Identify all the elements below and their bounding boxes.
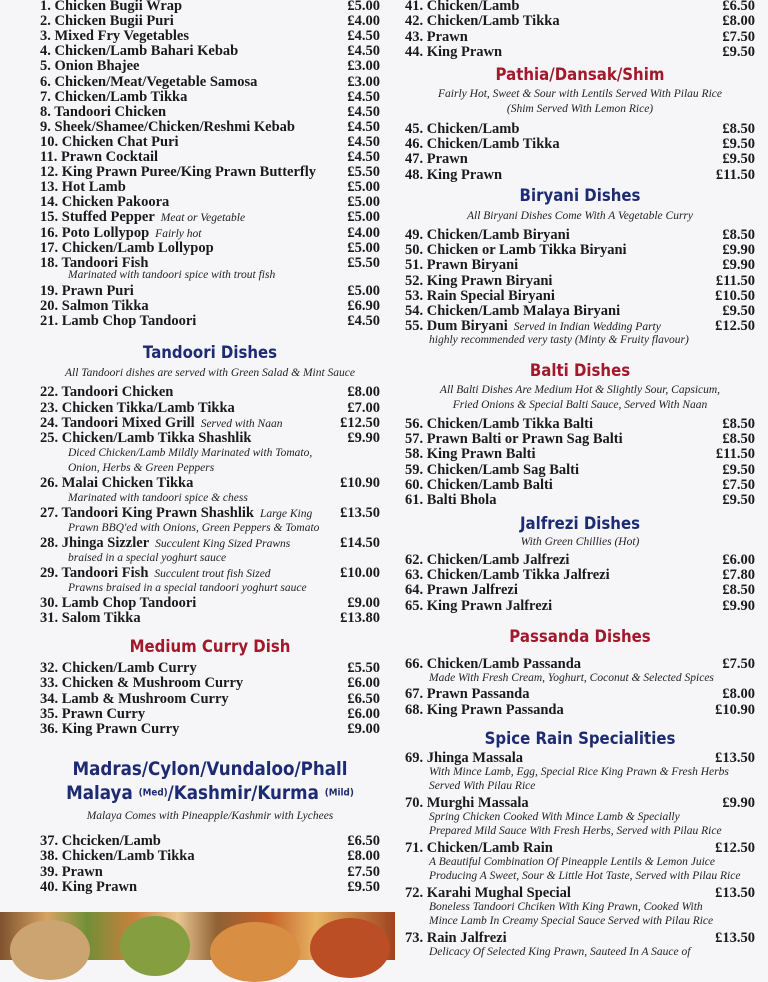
- item-price: £4.50: [347, 88, 380, 105]
- item-note: Delicacy Of Selected King Prawn, Sauteed In A Sauce of: [429, 946, 691, 958]
- item-price: £4.50: [347, 313, 380, 330]
- item-name: 9. Sheek/Shamee/Chicken/Reshmi Kebab: [40, 118, 295, 135]
- item-name: 12. King Prawn Puree/King Prawn Butterfly: [40, 164, 317, 181]
- menu-item: [405, 431, 755, 447]
- menu-item: [40, 225, 380, 241]
- menu-item: [40, 721, 380, 737]
- menu-item: [405, 446, 755, 462]
- item-price: £5.50: [347, 254, 380, 271]
- menu-item: [405, 151, 755, 167]
- menu-item: 28. Jhinga Sizzler Succulent King Sized Prawns £14.50: [40, 535, 380, 551]
- item-price: £4.50: [347, 103, 380, 120]
- menu-item: [40, 833, 380, 849]
- item-name: 17. Chicken/Lamb Lollypop: [40, 239, 214, 256]
- menu-item: [405, 552, 755, 568]
- menu-item: 55. Dum Biryani Served in Indian Wedding Party £12.50: [405, 318, 755, 334]
- item-name: 46. Chicken/Lamb Tikka: [405, 136, 560, 153]
- menu-item: [40, 706, 380, 722]
- item-note: Prawns braised in a special tandoori yoghurt sauce: [68, 582, 307, 594]
- item-price: £6.50: [722, 0, 755, 14]
- item-name: 59. Chicken/Lamb Sag Balti: [405, 461, 580, 478]
- item-price: £11.50: [715, 272, 755, 289]
- item-price: £4.00: [347, 13, 380, 30]
- item-price: £9.50: [722, 43, 755, 60]
- menu-item: 26. Malai Chicken Tikka £10.90: [40, 475, 380, 491]
- item-note: Onion, Herbs & Green Peppers: [68, 462, 215, 474]
- item-price: £9.50: [722, 492, 755, 508]
- item-note: Prawn BBQ'ed with Onions, Green Peppers & Tomato: [68, 522, 320, 534]
- item-name: 45. Chicken/Lamb: [405, 121, 520, 137]
- menu-item: 23. Chicken Tikka/Lamb Tikka £7.00: [40, 400, 380, 416]
- menu-item: 27. Tandoori King Prawn Shashlik Large King £13.50: [40, 505, 380, 521]
- item-price: £4.50: [347, 118, 380, 135]
- item-price: £5.50: [347, 660, 380, 676]
- menu-item: 70. Murghi Massala £9.90: [405, 795, 755, 811]
- item-price: £8.50: [722, 227, 755, 243]
- item-note: Diced Chicken/Lamb Mildly Marinated with Tomato,: [68, 447, 313, 459]
- item-description: Fairly hot: [155, 227, 202, 240]
- menu-item: [405, 477, 755, 493]
- item-note: Spring Chicken Cooked With Mince Lamb & Specially: [429, 811, 680, 823]
- item-name: 43. Prawn: [405, 28, 468, 45]
- item-name: 64. Prawn Jalfrezi: [405, 582, 518, 599]
- item-note: Made With Fresh Cream, Yoghurt, Coconut & Selected Spices: [429, 672, 714, 684]
- menu-item: [40, 134, 380, 150]
- menu-item: 66. Chicken/Lamb Passanda £7.50: [405, 656, 755, 672]
- item-price: £8.50: [722, 431, 755, 448]
- section-title-passanda: Passanda Dishes: [509, 627, 651, 647]
- item-price: £8.00: [722, 13, 755, 30]
- menu-item: [405, 44, 755, 60]
- menu-item: [405, 136, 755, 152]
- menu-item: [405, 29, 755, 45]
- item-note: A Beautiful Combination Of Pineapple Lentils & Lemon Juice: [429, 856, 715, 868]
- menu-item: [405, 288, 755, 304]
- item-price: £5.00: [347, 179, 380, 196]
- menu-item: [40, 149, 380, 165]
- item-price: £7.50: [722, 28, 755, 45]
- item-price: £9.90: [722, 257, 755, 274]
- menu-item: [405, 13, 755, 29]
- item-note: With Mince Lamb, Egg, Special Rice King Prawn & Fresh Herbs: [429, 766, 729, 778]
- item-name: 4. Chicken/Lamb Bahari Kebab: [40, 43, 239, 60]
- item-price: £6.90: [347, 298, 380, 315]
- item-name: 34. Lamb & Mushroom Curry: [40, 690, 229, 707]
- item-price: £9.00: [347, 721, 380, 738]
- section-title-balti: Balti Dishes: [529, 361, 631, 381]
- section-subtitle: Fairly Hot, Sweet & Sour with Lentils Served With Pilau Rice: [438, 88, 722, 100]
- menu-item: [40, 119, 380, 135]
- item-price: £9.50: [347, 878, 380, 895]
- item-price: £7.50: [347, 863, 380, 880]
- menu-item: 29. Tandoori Fish Succulent trout fish Sized £10.00: [40, 565, 380, 581]
- item-name: 14. Chicken Pakoora: [40, 194, 170, 211]
- item-price: £6.00: [347, 675, 380, 692]
- item-name: 49. Chicken/Lamb Biryani: [405, 227, 570, 243]
- item-note: Boneless Tandoori Chciken With King Prawn, Cooked With: [429, 901, 703, 913]
- item-name: 54. Chicken/Lamb Malaya Biryani: [405, 303, 621, 319]
- item-name: 41. Chicken/Lamb: [405, 0, 520, 14]
- menu-item: [405, 227, 755, 243]
- section-title-medium-curry: Medium Curry Dish: [129, 637, 291, 657]
- item-price: £3.00: [347, 58, 380, 75]
- menu-item: [405, 492, 755, 508]
- item-price: £8.50: [722, 121, 755, 137]
- item-price: £5.00: [347, 239, 380, 256]
- item-name: 60. Chicken/Lamb Balti: [405, 476, 553, 493]
- item-name: 19. Prawn Puri: [40, 283, 134, 299]
- item-name: 50. Chicken or Lamb Tikka Biryani: [405, 242, 627, 259]
- item-description: Meat or Vegetable: [160, 212, 246, 225]
- item-name: 11. Prawn Cocktail: [40, 149, 159, 165]
- item-price: £5.50: [347, 164, 380, 181]
- section-title-spice-rain: Spice Rain Specialities: [484, 729, 676, 749]
- item-price: £9.90: [722, 242, 755, 259]
- item-price: £5.00: [347, 0, 380, 14]
- menu-item: 31. Salom Tikka £13.80: [40, 610, 380, 626]
- item-name: 65. King Prawn Jalfrezi: [405, 597, 553, 614]
- item-price: £4.00: [347, 224, 380, 241]
- item-price: £4.50: [347, 28, 380, 45]
- item-name: 57. Prawn Balti or Prawn Sag Balti: [405, 431, 623, 448]
- menu-item: [40, 58, 380, 74]
- item-price: £11.50: [715, 446, 755, 463]
- item-price: £5.00: [347, 209, 380, 226]
- menu-item: [40, 0, 380, 14]
- item-note: Prepared Mild Sauce With Fresh Herbs, Served with Pilau Rice: [429, 825, 722, 837]
- item-price: £8.00: [347, 848, 380, 865]
- item-price: £9.50: [722, 151, 755, 168]
- item-name: 36. King Prawn Curry: [40, 721, 180, 738]
- menu-item: [40, 879, 380, 895]
- menu-item: 71. Chicken/Lamb Rain £12.50: [405, 840, 755, 856]
- dish-image: [210, 922, 300, 982]
- section-title-jalfrezi: Jalfrezi Dishes: [519, 514, 641, 534]
- item-note: highly recommended very tasty (Minty & Fruity flavour): [429, 334, 689, 346]
- dish-image: [310, 918, 390, 978]
- menu-item: [405, 242, 755, 258]
- item-name: 1. Chicken Bugii Wrap: [40, 0, 183, 14]
- menu-item: 30. Lamb Chop Tandoori £9.00: [40, 595, 380, 611]
- section-subtitle: With Green Chillies (Hot): [520, 536, 640, 548]
- menu-item: [405, 121, 755, 137]
- section-subtitle: Malaya Comes with Pineapple/Kashmir with Lychees: [86, 810, 334, 822]
- menu-item: [40, 104, 380, 120]
- menu-item: [40, 283, 380, 299]
- item-name: 32. Chicken/Lamb Curry: [40, 660, 197, 676]
- item-name: 8. Tandoori Chicken: [40, 103, 167, 120]
- menu-item: [40, 43, 380, 59]
- menu-item: [40, 864, 380, 880]
- menu-item: 68. King Prawn Passanda £10.90: [405, 702, 755, 718]
- item-name: 56. Chicken/Lamb Tikka Balti: [405, 416, 594, 432]
- item-price: £11.50: [715, 166, 755, 183]
- item-price: £7.50: [722, 476, 755, 493]
- item-price: £4.50: [347, 133, 380, 150]
- item-price: £6.50: [347, 690, 380, 707]
- section-subtitle: All Balti Dishes Are Medium Hot & Slightly Sour, Capsicum,: [439, 384, 721, 396]
- item-name: 63. Chicken/Lamb Tikka Jalfrezi: [405, 567, 610, 584]
- menu-item: [40, 691, 380, 707]
- menu-item: [40, 660, 380, 676]
- menu-item: [40, 194, 380, 210]
- menu-item: [40, 298, 380, 314]
- item-price: £5.00: [347, 283, 380, 299]
- item-price: £8.50: [722, 582, 755, 599]
- menu-item: [405, 167, 755, 183]
- menu-item: [40, 240, 380, 256]
- item-name: 51. Prawn Biryani: [405, 257, 519, 274]
- item-price: £6.00: [347, 705, 380, 722]
- menu-item: [40, 74, 380, 90]
- section-title-madras: Madras/Cylon/Vundaloo/Phall: [72, 758, 348, 780]
- menu-item: [40, 675, 380, 691]
- menu-item: [40, 28, 380, 44]
- item-price: £5.00: [347, 194, 380, 211]
- menu-item: [405, 462, 755, 478]
- item-name: 10. Chicken Chat Puri: [40, 133, 179, 150]
- item-name: 42. Chicken/Lamb Tikka: [405, 13, 560, 30]
- menu-item: 72. Karahi Mughal Special £13.50: [405, 885, 755, 901]
- menu-item: [40, 89, 380, 105]
- item-name: 13. Hot Lamb: [40, 179, 126, 196]
- item-name: 16. Poto Lollypop: [40, 224, 150, 241]
- item-name: 21. Lamb Chop Tandoori: [40, 313, 197, 330]
- item-name: 44. King Prawn: [405, 43, 503, 60]
- item-note: Served With Pilau Rice: [429, 780, 536, 792]
- menu-item: 67. Prawn Passanda £8.00: [405, 686, 755, 702]
- item-price: £9.90: [722, 597, 755, 614]
- section-subtitle: All Tandoori dishes are served with Green Salad & Mint Sauce: [64, 367, 356, 379]
- menu-item: 69. Jhinga Massala £13.50: [405, 750, 755, 766]
- item-note: braised in a special yoghurt sauce: [68, 552, 227, 564]
- section-subtitle: All Biryani Dishes Come With A Vegetable Curry: [466, 210, 694, 222]
- menu-item: [405, 598, 755, 614]
- item-price: £4.50: [347, 149, 380, 165]
- section-title-pathia: Pathia/Dansak/Shim: [495, 65, 665, 85]
- item-name: 35. Prawn Curry: [40, 705, 146, 722]
- item-note: Mince Lamb In Creamy Special Sauce Served with Pilau Rice: [429, 915, 714, 927]
- item-name: 7. Chicken/Lamb Tikka: [40, 88, 188, 105]
- section-title-malaya: Malaya (Med)/Kashmir/Kurma (Mild): [66, 782, 354, 804]
- menu-item: [40, 848, 380, 864]
- item-note: Producing A Sweet, Sour & Little Hot Taste, Served with Pilau Rice: [429, 870, 741, 882]
- item-name: 48. King Prawn: [405, 166, 503, 183]
- item-price: £8.50: [722, 416, 755, 432]
- item-price: £10.50: [715, 287, 755, 304]
- item-price: £7.80: [722, 567, 755, 584]
- item-name: 61. Balti Bhola: [405, 492, 497, 508]
- section-title-tandoori: Tandoori Dishes: [142, 343, 278, 363]
- item-name: 18. Tandoori Fish: [40, 254, 149, 271]
- item-name: 47. Prawn: [405, 151, 468, 168]
- menu-item: [40, 13, 380, 29]
- food-photo: [0, 912, 395, 960]
- menu-item: 25. Chicken/Lamb Tikka Shashlik £9.90: [40, 430, 380, 446]
- item-name: 2. Chicken Bugii Puri: [40, 13, 174, 30]
- menu-item: 24. Tandoori Mixed Grill Served with Naan £12.50: [40, 415, 380, 431]
- item-name: 3. Mixed Fry Vegetables: [40, 28, 190, 45]
- section-subtitle: (Shim Served With Lemon Rice): [506, 103, 654, 115]
- item-name: 15. Stuffed Pepper: [40, 209, 155, 226]
- menu-item: [40, 209, 380, 225]
- item-name: 33. Chicken & Mushroom Curry: [40, 675, 244, 692]
- item-name: 20. Salmon Tikka: [40, 298, 149, 315]
- item-name: 58. King Prawn Balti: [405, 446, 536, 463]
- item-name: 5. Onion Bhajee: [40, 58, 140, 75]
- item-name: 52. King Prawn Biryani: [405, 272, 553, 289]
- item-price: £9.50: [722, 303, 755, 319]
- item-price: £6.50: [347, 833, 380, 849]
- item-price: £9.50: [722, 136, 755, 153]
- item-name: 39. Prawn: [40, 863, 103, 880]
- menu-item: 22. Tandoori Chicken £8.00: [40, 384, 380, 400]
- dish-image: [10, 920, 90, 980]
- menu-item: 73. Rain Jalfrezi £13.50: [405, 930, 755, 946]
- item-price: £9.50: [722, 461, 755, 478]
- item-name: 38. Chicken/Lamb Tikka: [40, 848, 195, 865]
- menu-item: [40, 164, 380, 180]
- section-title-biryani: Biryani Dishes: [519, 186, 641, 206]
- dish-image: [120, 916, 190, 976]
- menu-item: [405, 582, 755, 598]
- item-price: £6.00: [722, 552, 755, 568]
- menu-item: [405, 567, 755, 583]
- menu-item: [405, 273, 755, 289]
- item-price: £4.50: [347, 43, 380, 60]
- item-name: 40. King Prawn: [40, 878, 138, 895]
- menu-item: [40, 179, 380, 195]
- menu-item: [405, 303, 755, 319]
- item-name: 6. Chicken/Meat/Vegetable Samosa: [40, 73, 258, 90]
- item-name: 53. Rain Special Biryani: [405, 287, 555, 304]
- section-subtitle: Fried Onions & Special Balti Sauce, Served With Naan: [452, 399, 708, 411]
- item-note: Marinated with tandoori spice with trout fish: [68, 269, 276, 281]
- menu-item: [405, 257, 755, 273]
- item-name: 37. Chcicken/Lamb: [40, 833, 161, 849]
- menu-item: [40, 313, 380, 329]
- menu-item: [405, 416, 755, 432]
- item-name: 62. Chicken/Lamb Jalfrezi: [405, 552, 570, 568]
- menu-item: [405, 0, 755, 14]
- item-price: £3.00: [347, 73, 380, 90]
- item-note: Marinated with tandoori spice & chess: [68, 492, 248, 504]
